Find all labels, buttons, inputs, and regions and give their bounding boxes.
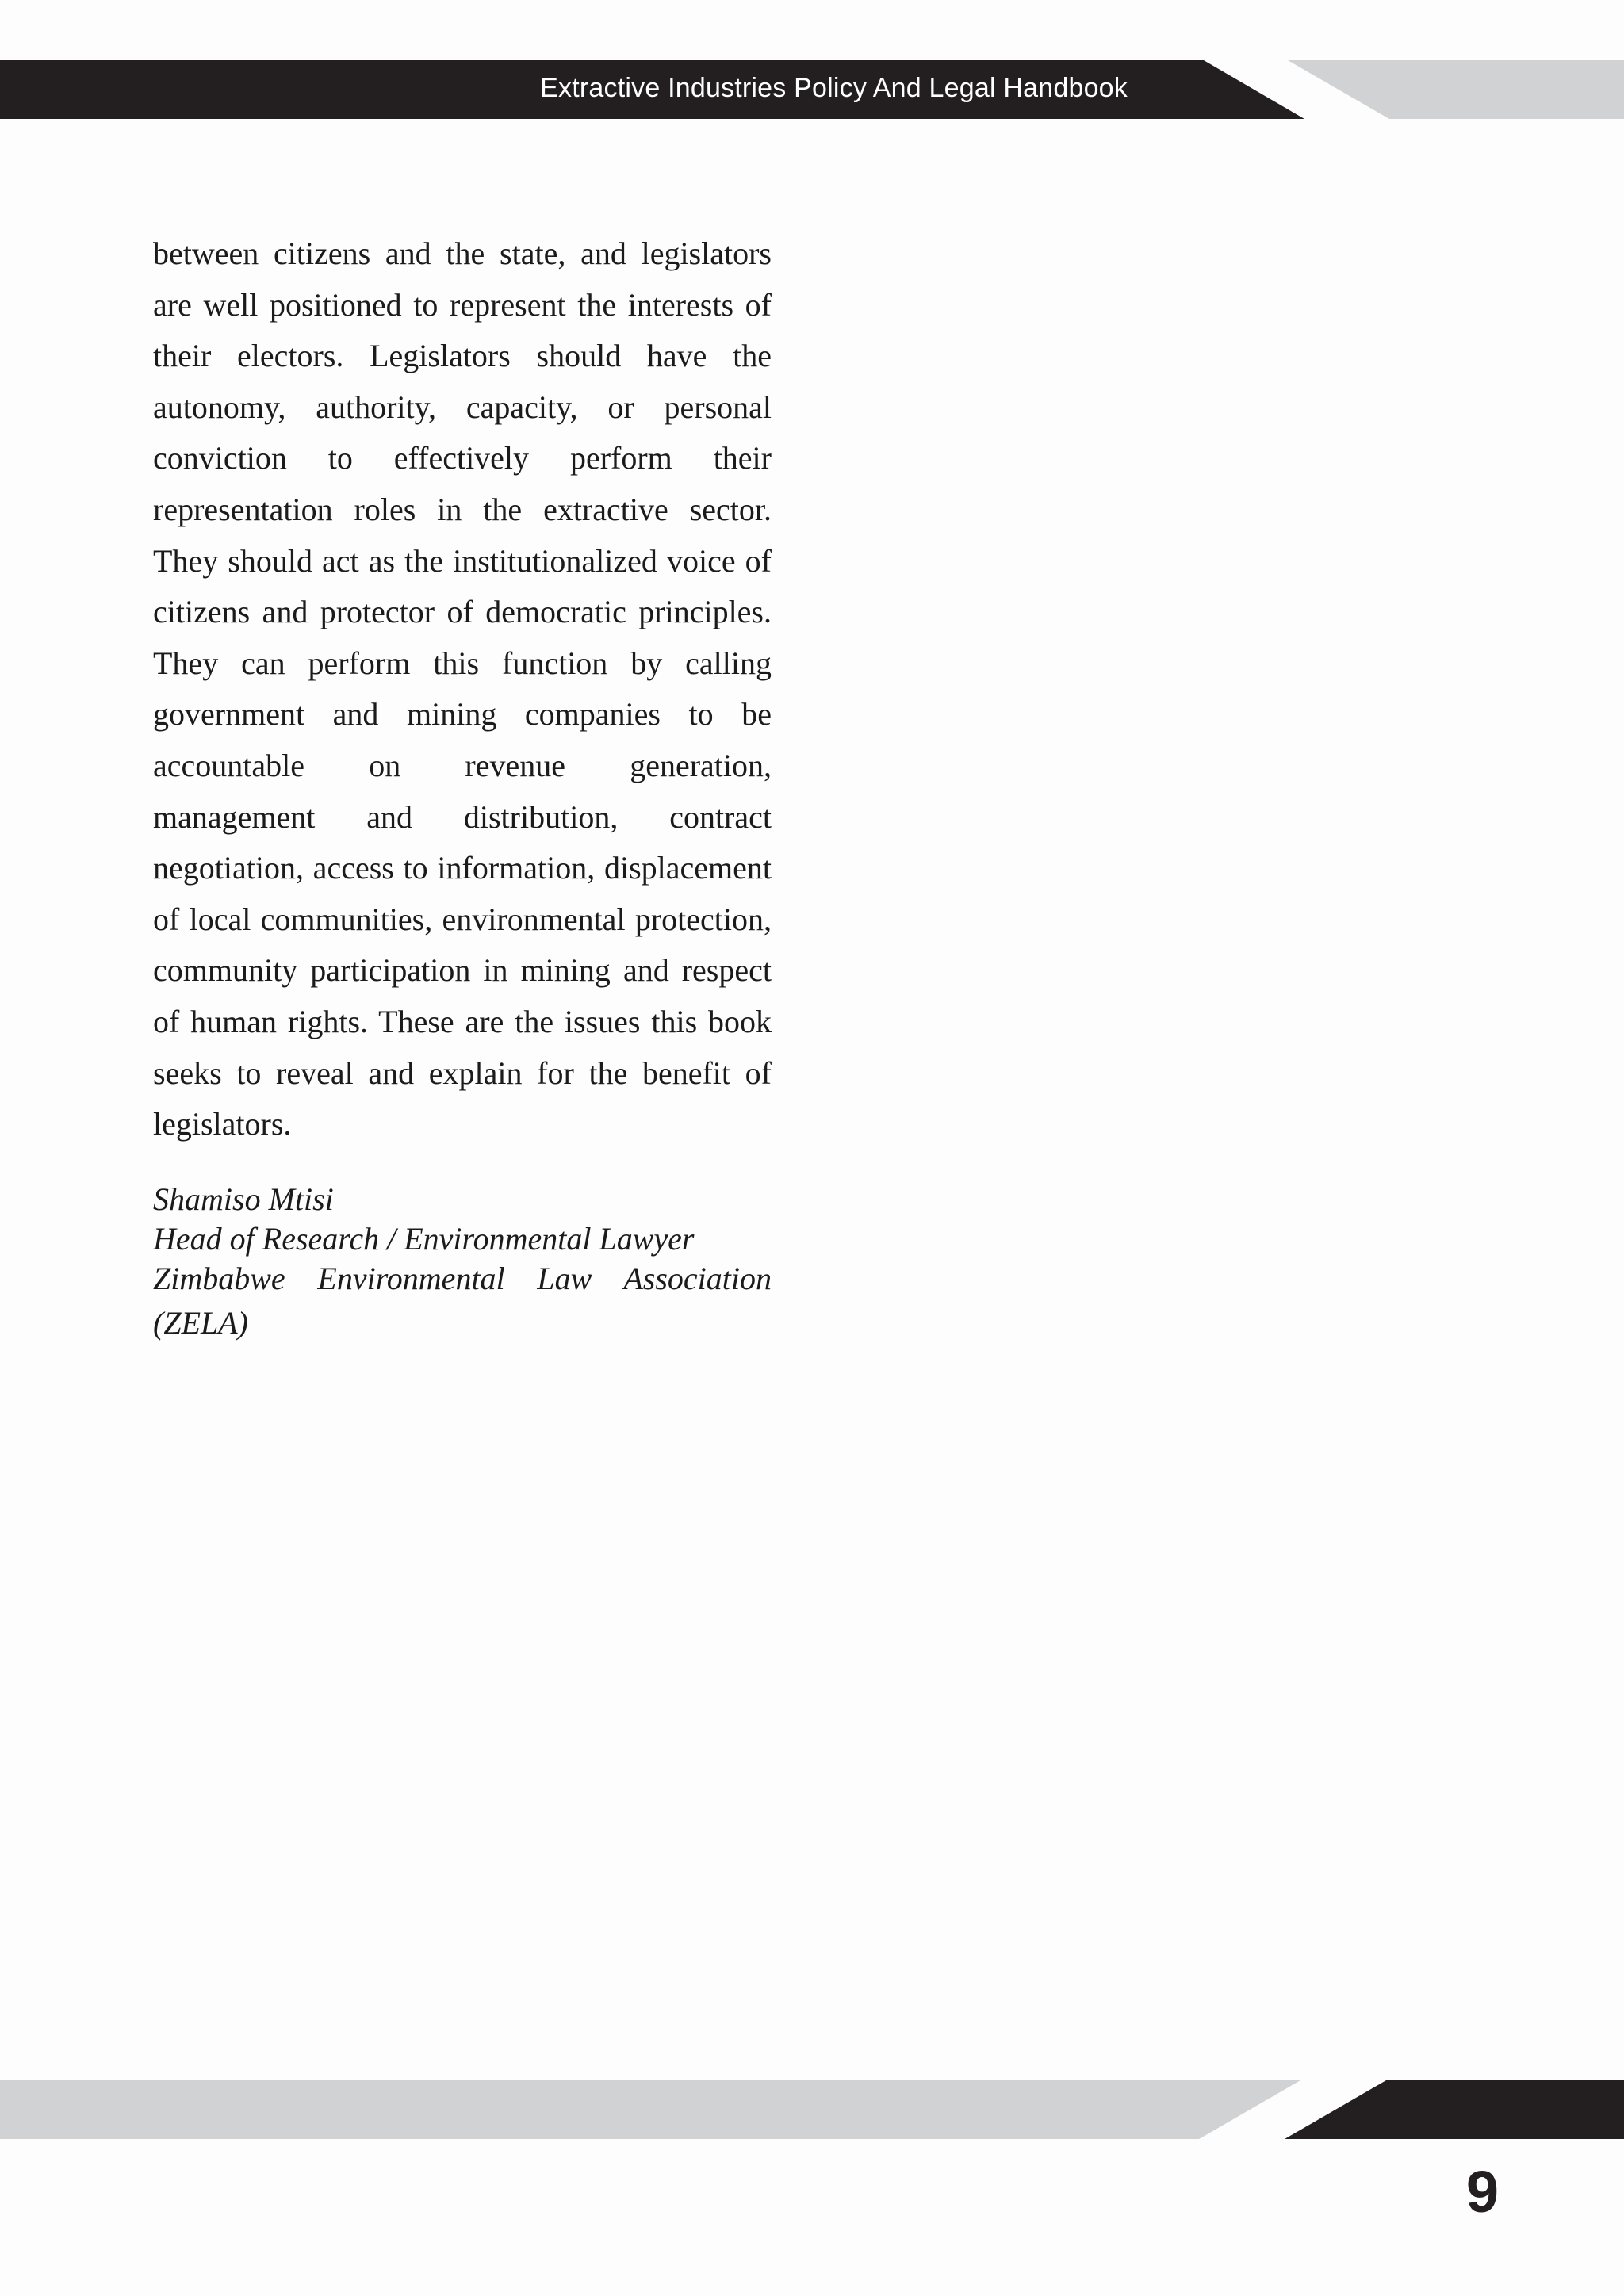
signature-position: Head of Research / Environmental Lawyer: [153, 1221, 695, 1257]
signature-block: [153, 1180, 772, 1343]
signature-name: Shamiso Mtisi: [153, 1181, 334, 1217]
page-number: 9: [1465, 2159, 1499, 2225]
running-header-title: Extractive Industries Policy And Legal Handbook: [540, 73, 1128, 103]
signature-organization: Zimbabwe Environmental Law Association: [153, 1261, 772, 1296]
header-accent-band: [1288, 60, 1624, 119]
signature-organization-abbreviation: (ZELA): [153, 1305, 248, 1341]
footer-band: [0, 2080, 1300, 2139]
footer-accent-band: [1285, 2080, 1624, 2139]
body-paragraph: between citizens and the state, and legislators are well positioned to represent the interests of their electors. Legislators should have the autonomy, authority, capacity, or personal conviction to effectively perform their representation roles in the extractive sector. They should act as the institutionalized voice of citizens and protector of democratic principles. They can perform this function by calling government and mining companies to be accountable on revenue generation, management and distribution, contract negotiation, access to information, displacement of local communities, environmental protection, community participation in mining and respect of human rights. These are the issues this book seeks to reveal and explain for the benefit of legislators.: [153, 235, 772, 1142]
